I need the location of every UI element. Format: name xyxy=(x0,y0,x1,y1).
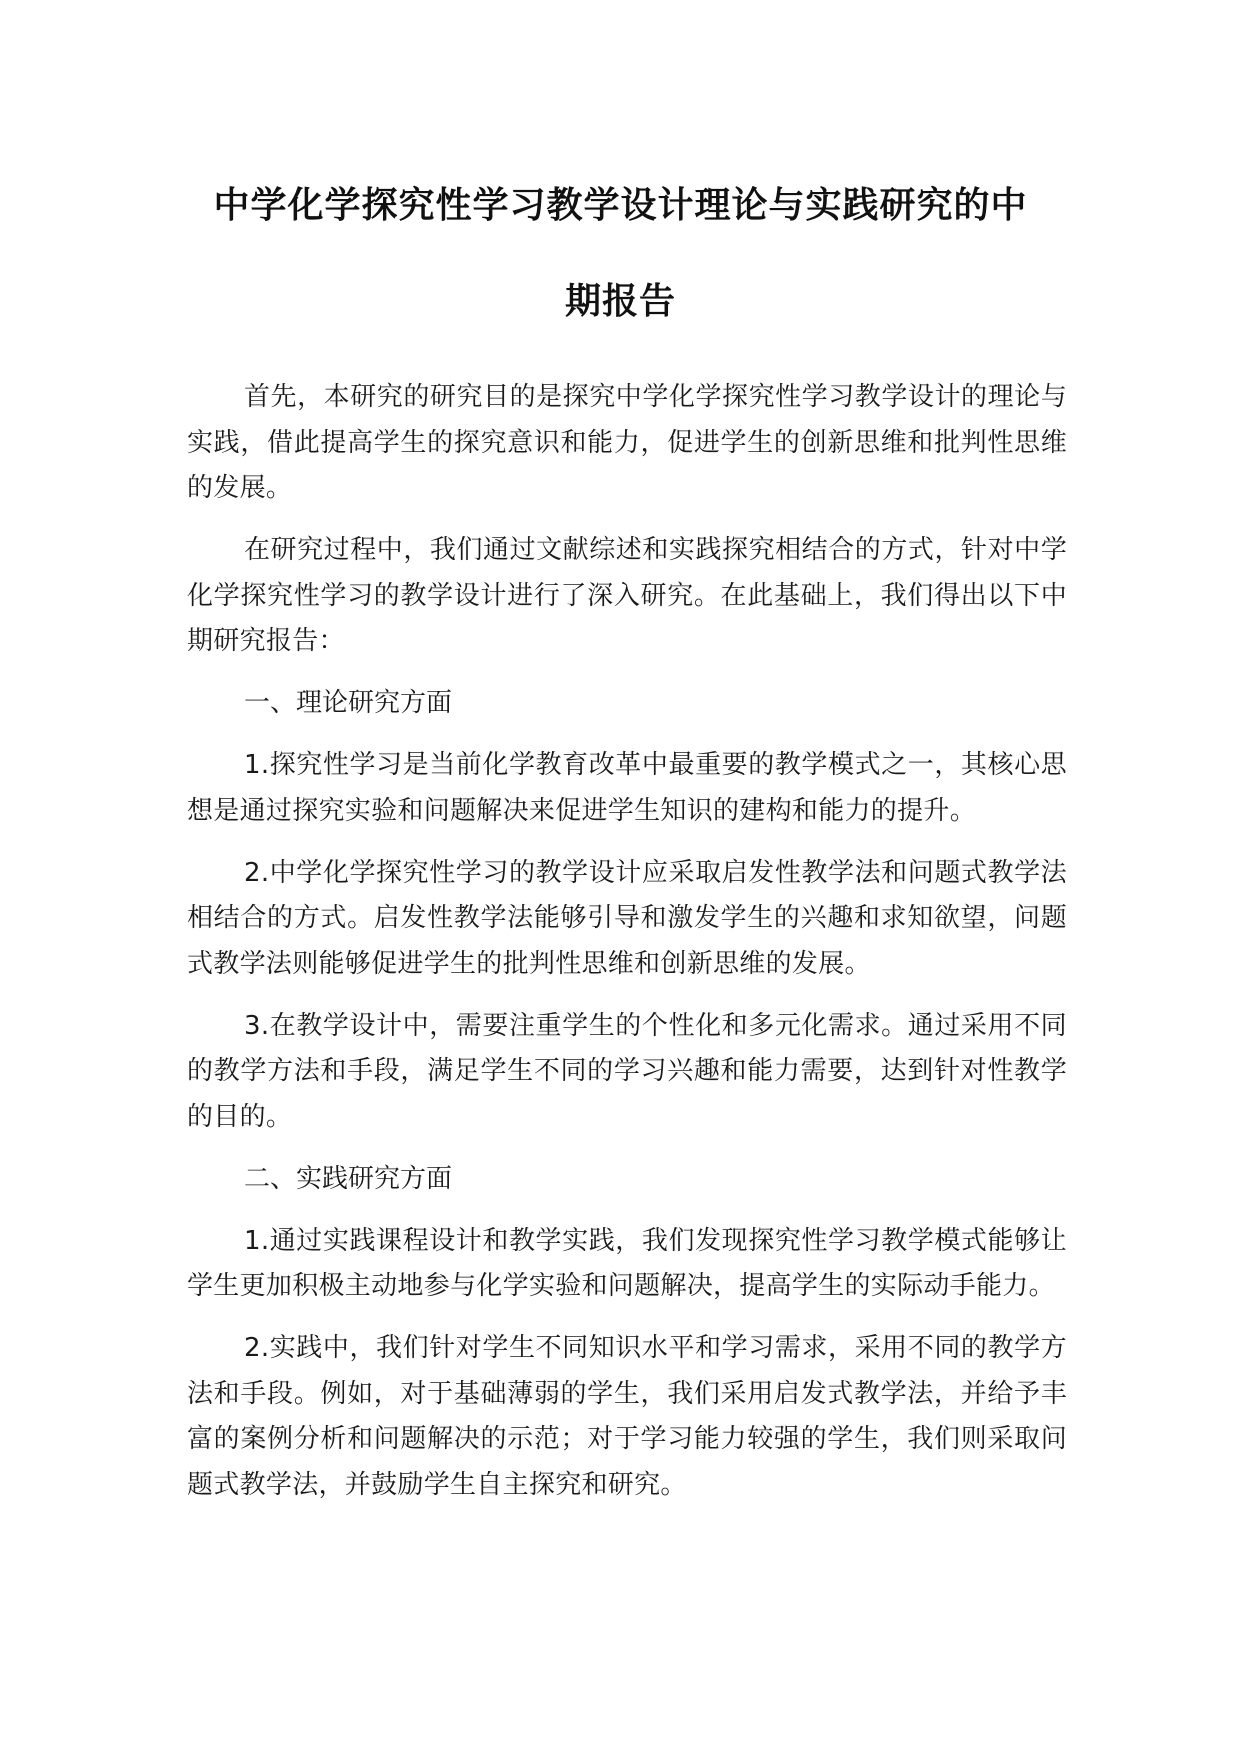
intro-paragraph-1: 首先，本研究的研究目的是探究中学化学探究性学习教学设计的理论与实践，借此提高学生的探究意识和能力，促进学生的创新思维和批判性思维的发展。 xyxy=(187,382,1067,503)
section-2-item-1: 1.通过实践课程设计和教学实践，我们发现探究性学习教学模式能够让学生更加积极主动地参与化学实验和问题解决，提高学生的实际动手能力。 xyxy=(187,1225,1067,1301)
section-2-heading: 二、实践研究方面 xyxy=(244,1163,453,1194)
section-1-item-1: 1.探究性学习是当前化学教育改革中最重要的教学模式之一，其核心思想是通过探究实验和问题解决来促进学生知识的建构和能力的提升。 xyxy=(187,750,1067,826)
section-1-item-3: 3.在教学设计中，需要注重学生的个性化和多元化需求。通过采用不同的教学方法和手段，满足学生不同的学习兴趣和能力需要，达到针对性教学的目的。 xyxy=(187,1010,1067,1132)
document-body xyxy=(187,375,1067,1525)
section-1-item-2: 2.中学化学探究性学习的教学设计应采取启发性教学法和问题式教学法相结合的方式。启发性教学法能够引导和激发学生的兴趣和求知欲望，问题式教学法则能够促进学生的批判性思维和创新思维的发展。 xyxy=(187,857,1067,979)
intro-paragraph-2: 在研究过程中，我们通过文献综述和实践探究相结合的方式，针对中学化学探究性学习的教学设计进行了深入研究。在此基础上，我们得出以下中期研究报告： xyxy=(187,535,1067,656)
document-title: 中学化学探究性学习教学设计理论与实践研究的中期报告 xyxy=(213,185,1028,322)
section-1-heading: 一、理论研究方面 xyxy=(244,688,453,718)
section-2-item-2: 2.实践中，我们针对学生不同知识水平和学习需求，采用不同的教学方法和手段。例如，对于基础薄弱的学生，我们采用启发式教学法，并给予丰富的案例分析和问题解决的示范；对于学习能力较强的学生，我们则采取问题式教学法，并鼓励学生自主探究和研究。 xyxy=(187,1333,1067,1500)
